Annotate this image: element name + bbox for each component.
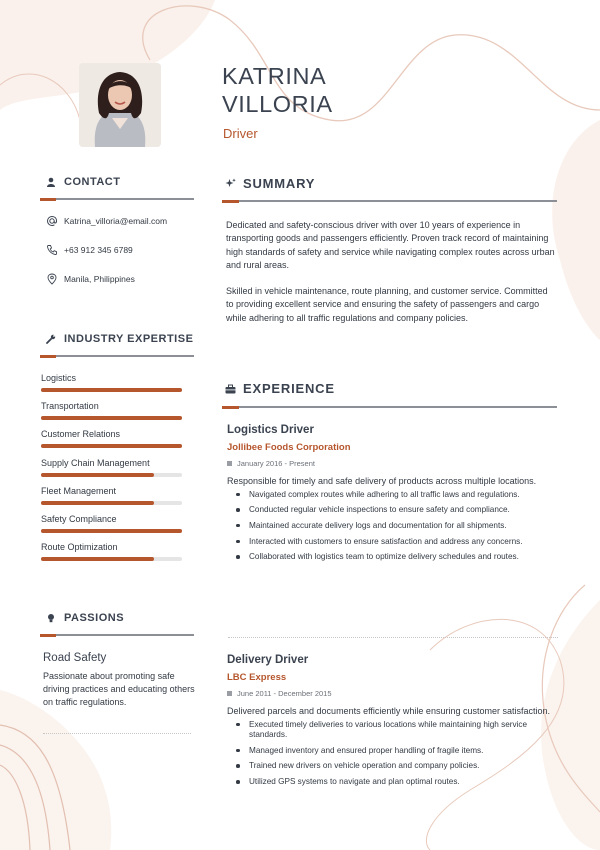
responsibility-item: Utilized GPS systems to navigate and plan optimal routes. bbox=[227, 777, 557, 787]
contact-location bbox=[45, 272, 135, 285]
skill-bar-track bbox=[41, 444, 182, 448]
contact-phone bbox=[45, 243, 133, 256]
experience-entry bbox=[227, 654, 557, 793]
contact-divider bbox=[40, 198, 194, 200]
job-responsibilities bbox=[227, 490, 557, 563]
job-company: LBC Express bbox=[227, 672, 287, 683]
skill-label: Transportation bbox=[41, 401, 99, 412]
summary-paragraph-1: Dedicated and safety-conscious driver with over 10 years of experience in transporting goods and passengers efficiently. Proven track record of maintaining high standards of safety and service while navigating complex routes across urban and rural areas. bbox=[226, 220, 555, 270]
job-responsibilities bbox=[227, 720, 557, 788]
at-icon bbox=[45, 214, 58, 227]
responsibility-item: Interacted with customers to ensure satisfaction and address any concerns. bbox=[227, 537, 557, 547]
skill-bar-fill bbox=[41, 557, 154, 561]
job-title: Driver bbox=[223, 126, 258, 141]
passions-heading-label: PASSIONS bbox=[64, 612, 125, 624]
skill-label: Safety Compliance bbox=[41, 514, 117, 524]
skill-bar-track bbox=[41, 501, 182, 505]
experience-heading bbox=[224, 381, 335, 396]
skill-bar-track bbox=[41, 473, 182, 477]
summary-divider bbox=[222, 200, 557, 202]
experience-divider bbox=[222, 406, 557, 408]
responsibility-item: Maintained accurate delivery logs and documentation for all shipments. bbox=[227, 521, 557, 531]
expertise-heading-label: INDUSTRY EXPERTISE bbox=[64, 333, 194, 345]
skill-label: Logistics bbox=[41, 373, 77, 383]
job-company: Jollibee Foods Corporation bbox=[227, 442, 351, 453]
sparkle-icon bbox=[224, 178, 236, 190]
location-pin-icon bbox=[45, 272, 58, 285]
skill-bar-fill bbox=[41, 501, 154, 505]
person-icon bbox=[45, 176, 57, 188]
skill-bar-track bbox=[41, 416, 182, 420]
passion-description: Passionate about promoting safe driving practices and educating others on traffic regulations. bbox=[43, 671, 195, 707]
summary-heading bbox=[224, 176, 315, 191]
passion-title: Road Safety bbox=[43, 652, 107, 664]
briefcase-icon bbox=[224, 383, 236, 395]
experience-heading-label: EXPERIENCE bbox=[243, 381, 335, 396]
skill-bar-fill bbox=[41, 416, 182, 420]
job-summary: Responsible for timely and safe delivery of products across multiple locations. bbox=[227, 476, 537, 486]
calendar-icon bbox=[227, 691, 232, 696]
contact-heading-label: CONTACT bbox=[64, 176, 121, 188]
summary-heading-label: SUMMARY bbox=[243, 176, 316, 191]
job-position: Delivery Driver bbox=[227, 654, 309, 666]
skill-bar-track bbox=[41, 557, 182, 561]
job-dates bbox=[227, 689, 557, 698]
wrench-icon bbox=[45, 333, 57, 345]
location-text: Manila, Philippines bbox=[64, 273, 135, 284]
skill-label: Route Optimization bbox=[41, 542, 118, 553]
skill-bar-fill bbox=[41, 444, 182, 448]
skill-label: Customer Relations bbox=[41, 429, 121, 440]
last-name: VILLORIA bbox=[222, 91, 333, 117]
passions-divider bbox=[40, 634, 194, 636]
phone-icon bbox=[45, 243, 58, 256]
job-dates bbox=[227, 459, 557, 468]
expertise-divider bbox=[40, 355, 194, 357]
experience-separator bbox=[228, 637, 558, 638]
summary-paragraph-2: Skilled in vehicle maintenance, route planning, and customer service. Committed to providing excellent service and ensuring the safety of passengers and cargo while adhering to all traffic regulations and company policies. bbox=[226, 286, 548, 323]
job-dates-text: January 2016 - Present bbox=[237, 459, 315, 468]
phone-text[interactable]: +63 912 345 6789 bbox=[64, 244, 133, 255]
contact-heading bbox=[45, 176, 120, 188]
responsibility-item: Executed timely deliveries to various locations while maintaining high service standards. bbox=[227, 720, 557, 741]
skill-label: Supply Chain Management bbox=[41, 457, 150, 468]
responsibility-item: Conducted regular vehicle inspections to ensure safety and compliance. bbox=[227, 505, 557, 515]
skill-bar-fill bbox=[41, 473, 154, 477]
responsibility-item: Collaborated with logistics team to optimize delivery schedules and routes. bbox=[227, 552, 557, 562]
contact-email bbox=[45, 214, 167, 227]
profile-photo bbox=[79, 63, 161, 147]
expertise-heading bbox=[45, 333, 193, 345]
lightbulb-icon bbox=[45, 612, 57, 624]
skill-bar-track bbox=[41, 529, 182, 533]
responsibility-item: Managed inventory and ensured proper handling of fragile items. bbox=[227, 746, 557, 756]
calendar-icon bbox=[227, 461, 232, 466]
email-text[interactable]: Katrina_villoria@email.com bbox=[64, 215, 168, 226]
responsibility-item: Trained new drivers on vehicle operation and company policies. bbox=[227, 761, 557, 771]
first-name: KATRINA bbox=[222, 63, 327, 89]
passion-separator bbox=[43, 733, 191, 734]
skill-bar-track bbox=[41, 388, 182, 392]
passions-heading bbox=[45, 612, 124, 624]
job-summary: Delivered parcels and documents efficiently while ensuring customer satisfaction. bbox=[227, 706, 550, 716]
experience-entry bbox=[227, 424, 557, 568]
skill-label: Fleet Management bbox=[41, 485, 117, 496]
job-position: Logistics Driver bbox=[227, 424, 314, 436]
job-dates-text: June 2011 - December 2015 bbox=[237, 689, 332, 698]
skill-bar-fill bbox=[41, 529, 182, 533]
skill-bar-fill bbox=[41, 388, 182, 392]
candidate-name bbox=[222, 62, 333, 118]
responsibility-item: Navigated complex routes while adhering to all traffic laws and regulations. bbox=[227, 490, 557, 500]
